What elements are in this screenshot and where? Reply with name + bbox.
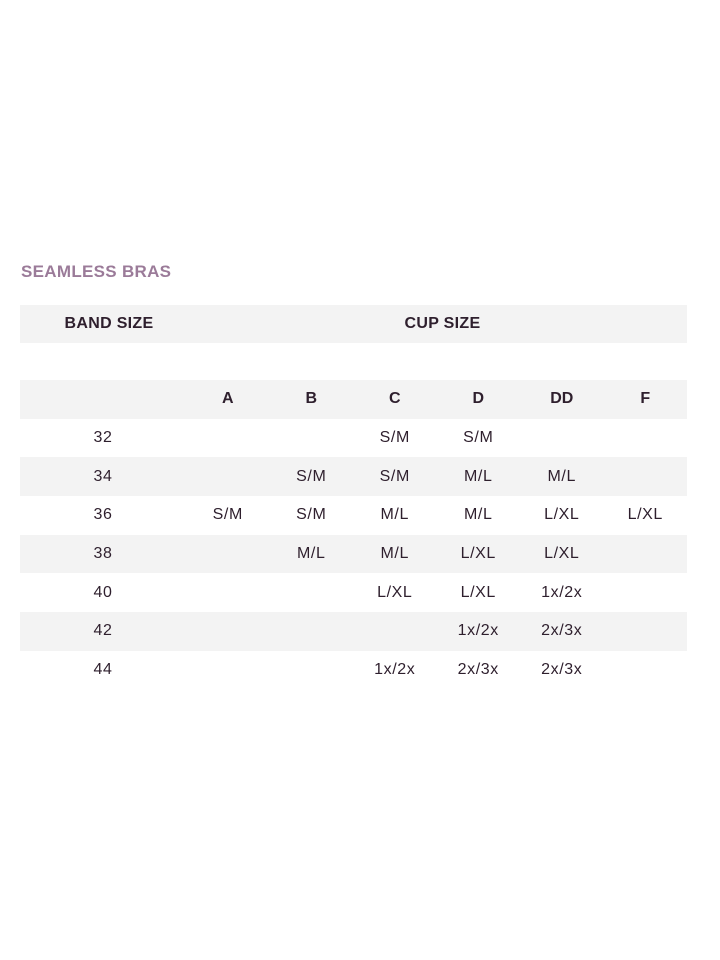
table-row	[20, 496, 687, 535]
size-cell	[270, 651, 354, 690]
size-cell	[186, 573, 270, 612]
size-cell: M/L	[270, 535, 354, 574]
size-cell: S/M	[212, 506, 243, 524]
size-cell: 2x/3x	[520, 612, 604, 651]
size-cell: L/XL	[437, 535, 521, 574]
cup-size-heading: CUP SIZE	[404, 315, 481, 332]
cup-header-row	[20, 380, 687, 419]
size-cell: 1x/2x	[374, 661, 416, 679]
size-cell	[604, 612, 688, 651]
band-size-cell: 36	[93, 506, 113, 524]
band-size-cell: 44	[93, 661, 113, 679]
size-cell: 1x/2x	[541, 583, 583, 601]
cup-header: A	[186, 380, 270, 419]
table-row	[20, 535, 687, 574]
table-row	[20, 457, 687, 496]
size-cell	[186, 612, 270, 651]
size-cell	[186, 419, 270, 458]
table-header-bar	[20, 305, 687, 343]
size-cell: L/XL	[544, 506, 580, 524]
size-cell: 2x/3x	[457, 661, 499, 679]
size-cell	[270, 419, 354, 458]
cup-header: F	[604, 380, 688, 419]
size-cell: M/L	[437, 457, 521, 496]
size-cell: S/M	[353, 457, 437, 496]
table-row	[20, 651, 687, 690]
table-row	[20, 612, 687, 651]
size-chart-table	[20, 380, 687, 690]
size-cell	[186, 457, 270, 496]
band-size-cell: 34	[20, 457, 186, 496]
size-cell: M/L	[353, 535, 437, 574]
size-cell	[604, 573, 688, 612]
cup-header: C	[353, 380, 437, 419]
size-cell	[186, 535, 270, 574]
size-cell: L/XL	[520, 535, 604, 574]
size-cell: S/M	[296, 506, 327, 524]
cup-header: D	[437, 380, 521, 419]
size-cell	[520, 419, 604, 458]
size-cell: S/M	[379, 429, 410, 447]
band-size-cell: 32	[93, 429, 113, 447]
size-cell	[604, 651, 688, 690]
size-cell: M/L	[520, 457, 604, 496]
size-cell: M/L	[464, 506, 493, 524]
size-cell: M/L	[380, 506, 409, 524]
size-cell	[353, 612, 437, 651]
band-size-cell: 40	[93, 583, 113, 601]
size-cell	[270, 573, 354, 612]
table-row	[20, 573, 687, 612]
size-cell: L/XL	[377, 583, 413, 601]
cup-header: DD	[520, 380, 604, 419]
size-cell	[604, 457, 688, 496]
size-cell: 2x/3x	[541, 661, 583, 679]
section-title: SEAMLESS BRAS	[21, 262, 172, 281]
size-cell: L/XL	[460, 583, 496, 601]
size-cell	[270, 612, 354, 651]
band-size-heading: BAND SIZE	[64, 315, 154, 332]
band-size-cell: 38	[20, 535, 186, 574]
band-column-header	[20, 380, 186, 419]
cup-header: B	[270, 380, 354, 419]
size-cell: S/M	[270, 457, 354, 496]
size-cell: S/M	[463, 429, 494, 447]
size-cell: 1x/2x	[437, 612, 521, 651]
size-cell	[604, 419, 688, 458]
band-size-cell: 42	[20, 612, 186, 651]
size-cell	[604, 535, 688, 574]
size-cell: L/XL	[627, 506, 663, 524]
table-row	[20, 419, 687, 458]
size-cell	[186, 651, 270, 690]
